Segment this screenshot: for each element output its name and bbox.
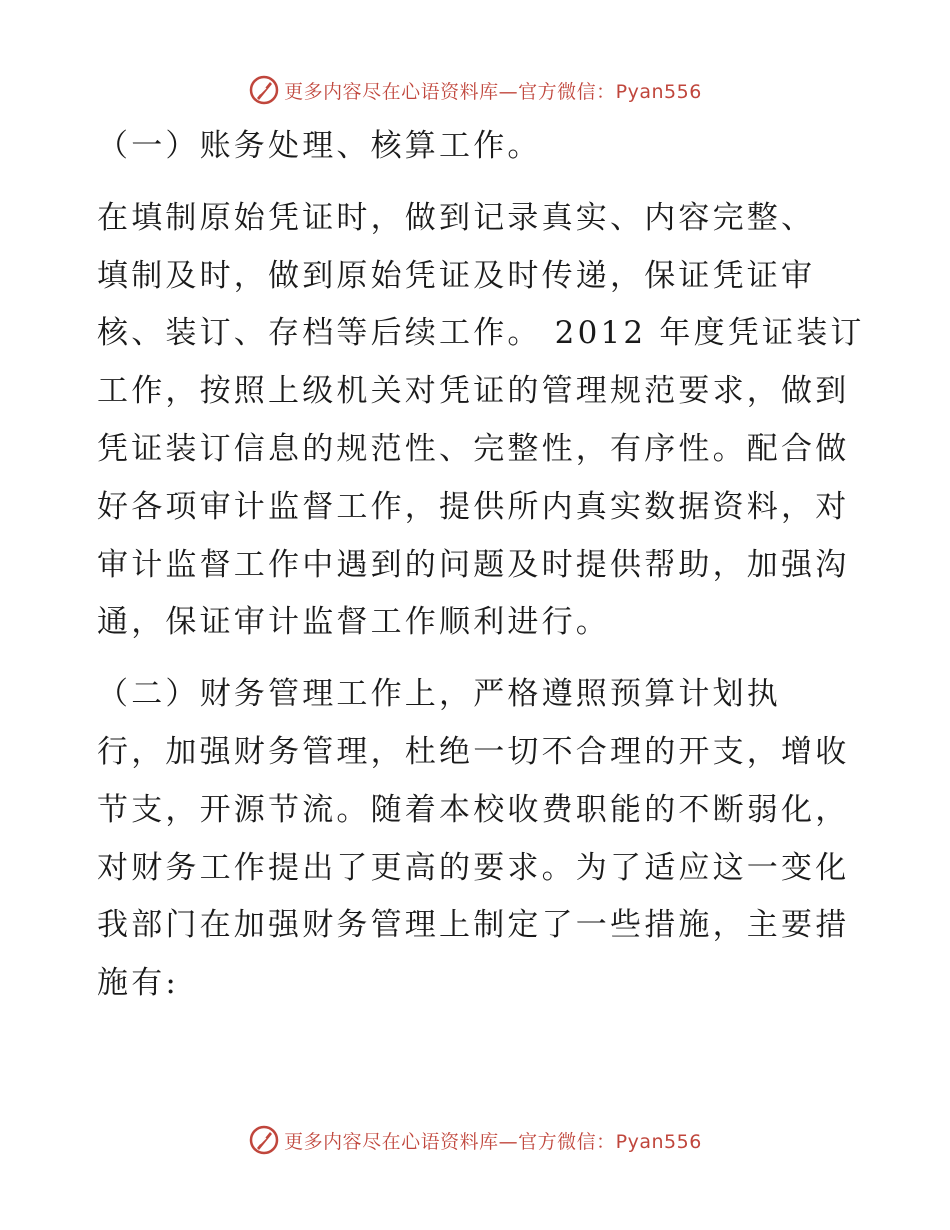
paragraph-1-line: 在填制原始凭证时，做到记录真实、内容完整、 [97,199,816,236]
paragraph-1-line: 通，保证审计监督工作顺利进行。 [97,604,610,641]
header-banner-text [284,77,702,104]
paragraph-2 [97,666,852,1013]
paragraph-2-line: 我部门在加强财务管理上制定了一些措施，主要措 [97,907,850,944]
paragraph-1-line: 核、装订、存档等后续工作。 2012 年度凭证装订 [97,315,865,352]
header-banner-handle: Pyan556 [615,80,702,103]
paragraph-1 [97,190,865,652]
footer-banner-text [284,1127,702,1154]
paragraph-2-line: （二）财务管理工作上，严格遵照预算计划执 [97,676,781,713]
document-body [97,118,865,1013]
footer-banner-label: 更多内容尽在心语资料库—官方微信： [284,1130,616,1153]
paragraph-2-line: 施有: [97,965,180,1002]
footer-banner-handle: Pyan556 [615,1130,702,1153]
paragraph-1-line: 凭证装订信息的规范性、完整性，有序性。配合做 [97,430,850,467]
feather-logo-icon [248,1124,280,1156]
paragraph-1-line: 工作，按照上级机关对凭证的管理规范要求，做到 [97,373,850,410]
paragraph-1-line: 审计监督工作中遇到的问题及时提供帮助，加强沟 [97,546,850,583]
paragraph-1-line: 填制及时，做到原始凭证及时传递，保证凭证审 [97,257,816,294]
paragraph-2-line: 对财务工作提出了更高的要求。为了适应这一变化 [97,849,850,886]
paragraph-1-line: 好各项审计监督工作，提供所内真实数据资料，对 [97,488,850,525]
footer-banner [0,1120,950,1160]
header-banner-label: 更多内容尽在心语资料库—官方微信： [284,80,616,103]
header-banner [0,70,950,110]
section-1-heading: （一）账务处理、核算工作。 [97,128,542,164]
paragraph-2-line: 节支，开源节流。随着本校收费职能的不断弱化， [97,791,850,828]
paragraph-2-line: 行，加强财务管理，杜绝一切不合理的开支，增收 [97,733,850,770]
feather-logo-icon [248,74,280,106]
